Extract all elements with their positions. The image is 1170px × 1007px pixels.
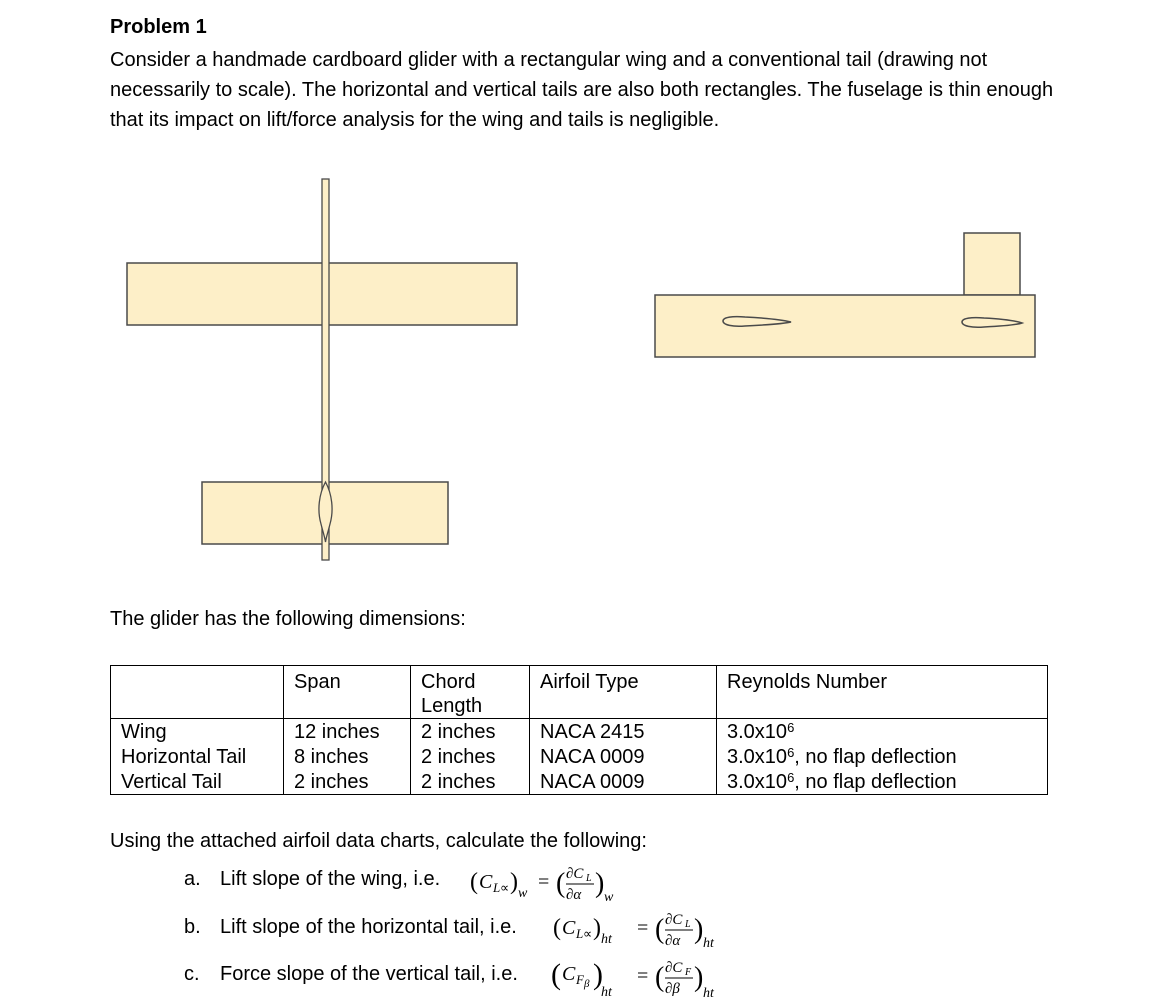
svg-text:C: C	[562, 917, 576, 939]
row-span: 8 inches	[284, 744, 411, 769]
row-name: Wing	[111, 719, 284, 745]
svg-text:C: C	[479, 871, 493, 893]
svg-text:F: F	[685, 967, 692, 978]
row-reynolds: $3.0x10^6$	[717, 719, 1048, 745]
svg-text:): )	[595, 868, 605, 899]
problem-intro: Consider a handmade cardboard glider with a rectangular wing and a conventional tail (drawing not necessarily to scale). The horizontal and vertical tails are also both rectangles. The fuselage is thin enough that its impact on lift/force analysis for the wing and tails is negligible.	[110, 49, 1054, 131]
svg-text:(: (	[553, 915, 561, 941]
svg-text:β: β	[584, 978, 590, 990]
formula-b	[551, 902, 751, 954]
row-airfoil: NACA 0009	[530, 769, 717, 795]
svg-text:∝: ∝	[583, 926, 593, 941]
row-chord: 2 inches	[411, 769, 530, 795]
svg-text:∝: ∝	[500, 880, 510, 895]
row-reynolds: $3.0x10^6$, no flap deflection	[717, 744, 1048, 769]
subscript: ht	[601, 932, 612, 947]
question-label: b.	[184, 916, 201, 938]
dimensions-table	[110, 665, 1048, 795]
row-airfoil: NACA 0009	[530, 744, 717, 769]
subscript: w	[604, 890, 614, 904]
row-chord: 2 inches	[411, 744, 530, 769]
header-airfoil: Airfoil Type	[530, 666, 717, 719]
svg-text:): )	[694, 962, 704, 993]
questions-lead: Using the attached airfoil data charts, calculate the following:	[110, 830, 647, 852]
problem-title: Problem 1	[110, 16, 207, 38]
row-name: Vertical Tail	[111, 769, 284, 795]
svg-text:=: =	[637, 965, 649, 987]
svg-text:=: =	[637, 917, 649, 939]
svg-text:L: L	[493, 880, 501, 895]
svg-text:∂β: ∂β	[665, 981, 680, 997]
svg-text:L: L	[685, 919, 691, 930]
row-reynolds: $3.0x10^6$, no flap deflection	[717, 769, 1048, 795]
question-text: Lift slope of the wing, i.e.	[220, 868, 441, 890]
table-row	[111, 719, 1048, 745]
subscript: ht	[601, 985, 612, 1000]
header-chord: Chord Length	[411, 666, 530, 719]
svg-text:∂C: ∂C	[665, 960, 683, 976]
subscript: ht	[703, 936, 714, 951]
table-header-row	[111, 666, 1048, 719]
svg-text:): )	[593, 915, 601, 941]
row-chord: 2 inches	[411, 719, 530, 745]
svg-text:∂α: ∂α	[665, 933, 681, 949]
svg-text:): )	[510, 869, 518, 895]
question-text: Force slope of the vertical tail, i.e.	[220, 963, 518, 985]
svg-text:): )	[593, 958, 603, 991]
svg-text:(: (	[551, 958, 561, 991]
svg-text:F: F	[576, 972, 584, 987]
svg-text:C: C	[562, 963, 576, 985]
formula-a	[468, 856, 638, 904]
vertical-tail-side-view	[964, 233, 1020, 295]
subscript: w	[518, 886, 528, 901]
row-span: 12 inches	[284, 719, 411, 745]
row-name: Horizontal Tail	[111, 744, 284, 769]
question-label: a.	[184, 868, 201, 890]
table-row	[111, 744, 1048, 769]
svg-text:∂α: ∂α	[566, 887, 582, 903]
svg-text:L: L	[586, 873, 592, 884]
table-row	[111, 769, 1048, 795]
svg-text:): )	[694, 914, 704, 945]
question-text: Lift slope of the horizontal tail, i.e.	[220, 916, 517, 938]
svg-text:(: (	[655, 914, 665, 945]
question-label: c.	[184, 963, 200, 985]
svg-text:(: (	[470, 869, 478, 895]
svg-text:(: (	[655, 962, 665, 993]
header-blank	[111, 666, 284, 719]
row-span: 2 inches	[284, 769, 411, 795]
row-airfoil: NACA 2415	[530, 719, 717, 745]
svg-text:∂C: ∂C	[665, 912, 683, 928]
formula-c	[551, 948, 751, 1004]
dimensions-lead: The glider has the following dimensions:	[110, 608, 466, 630]
svg-text:L: L	[576, 926, 584, 941]
svg-text:∂C: ∂C	[566, 866, 584, 882]
svg-text:(: (	[556, 868, 566, 899]
header-reynolds: Reynolds Number	[717, 666, 1048, 719]
svg-text:=: =	[538, 871, 550, 893]
subscript: ht	[703, 986, 714, 1001]
header-span: Span	[284, 666, 411, 719]
